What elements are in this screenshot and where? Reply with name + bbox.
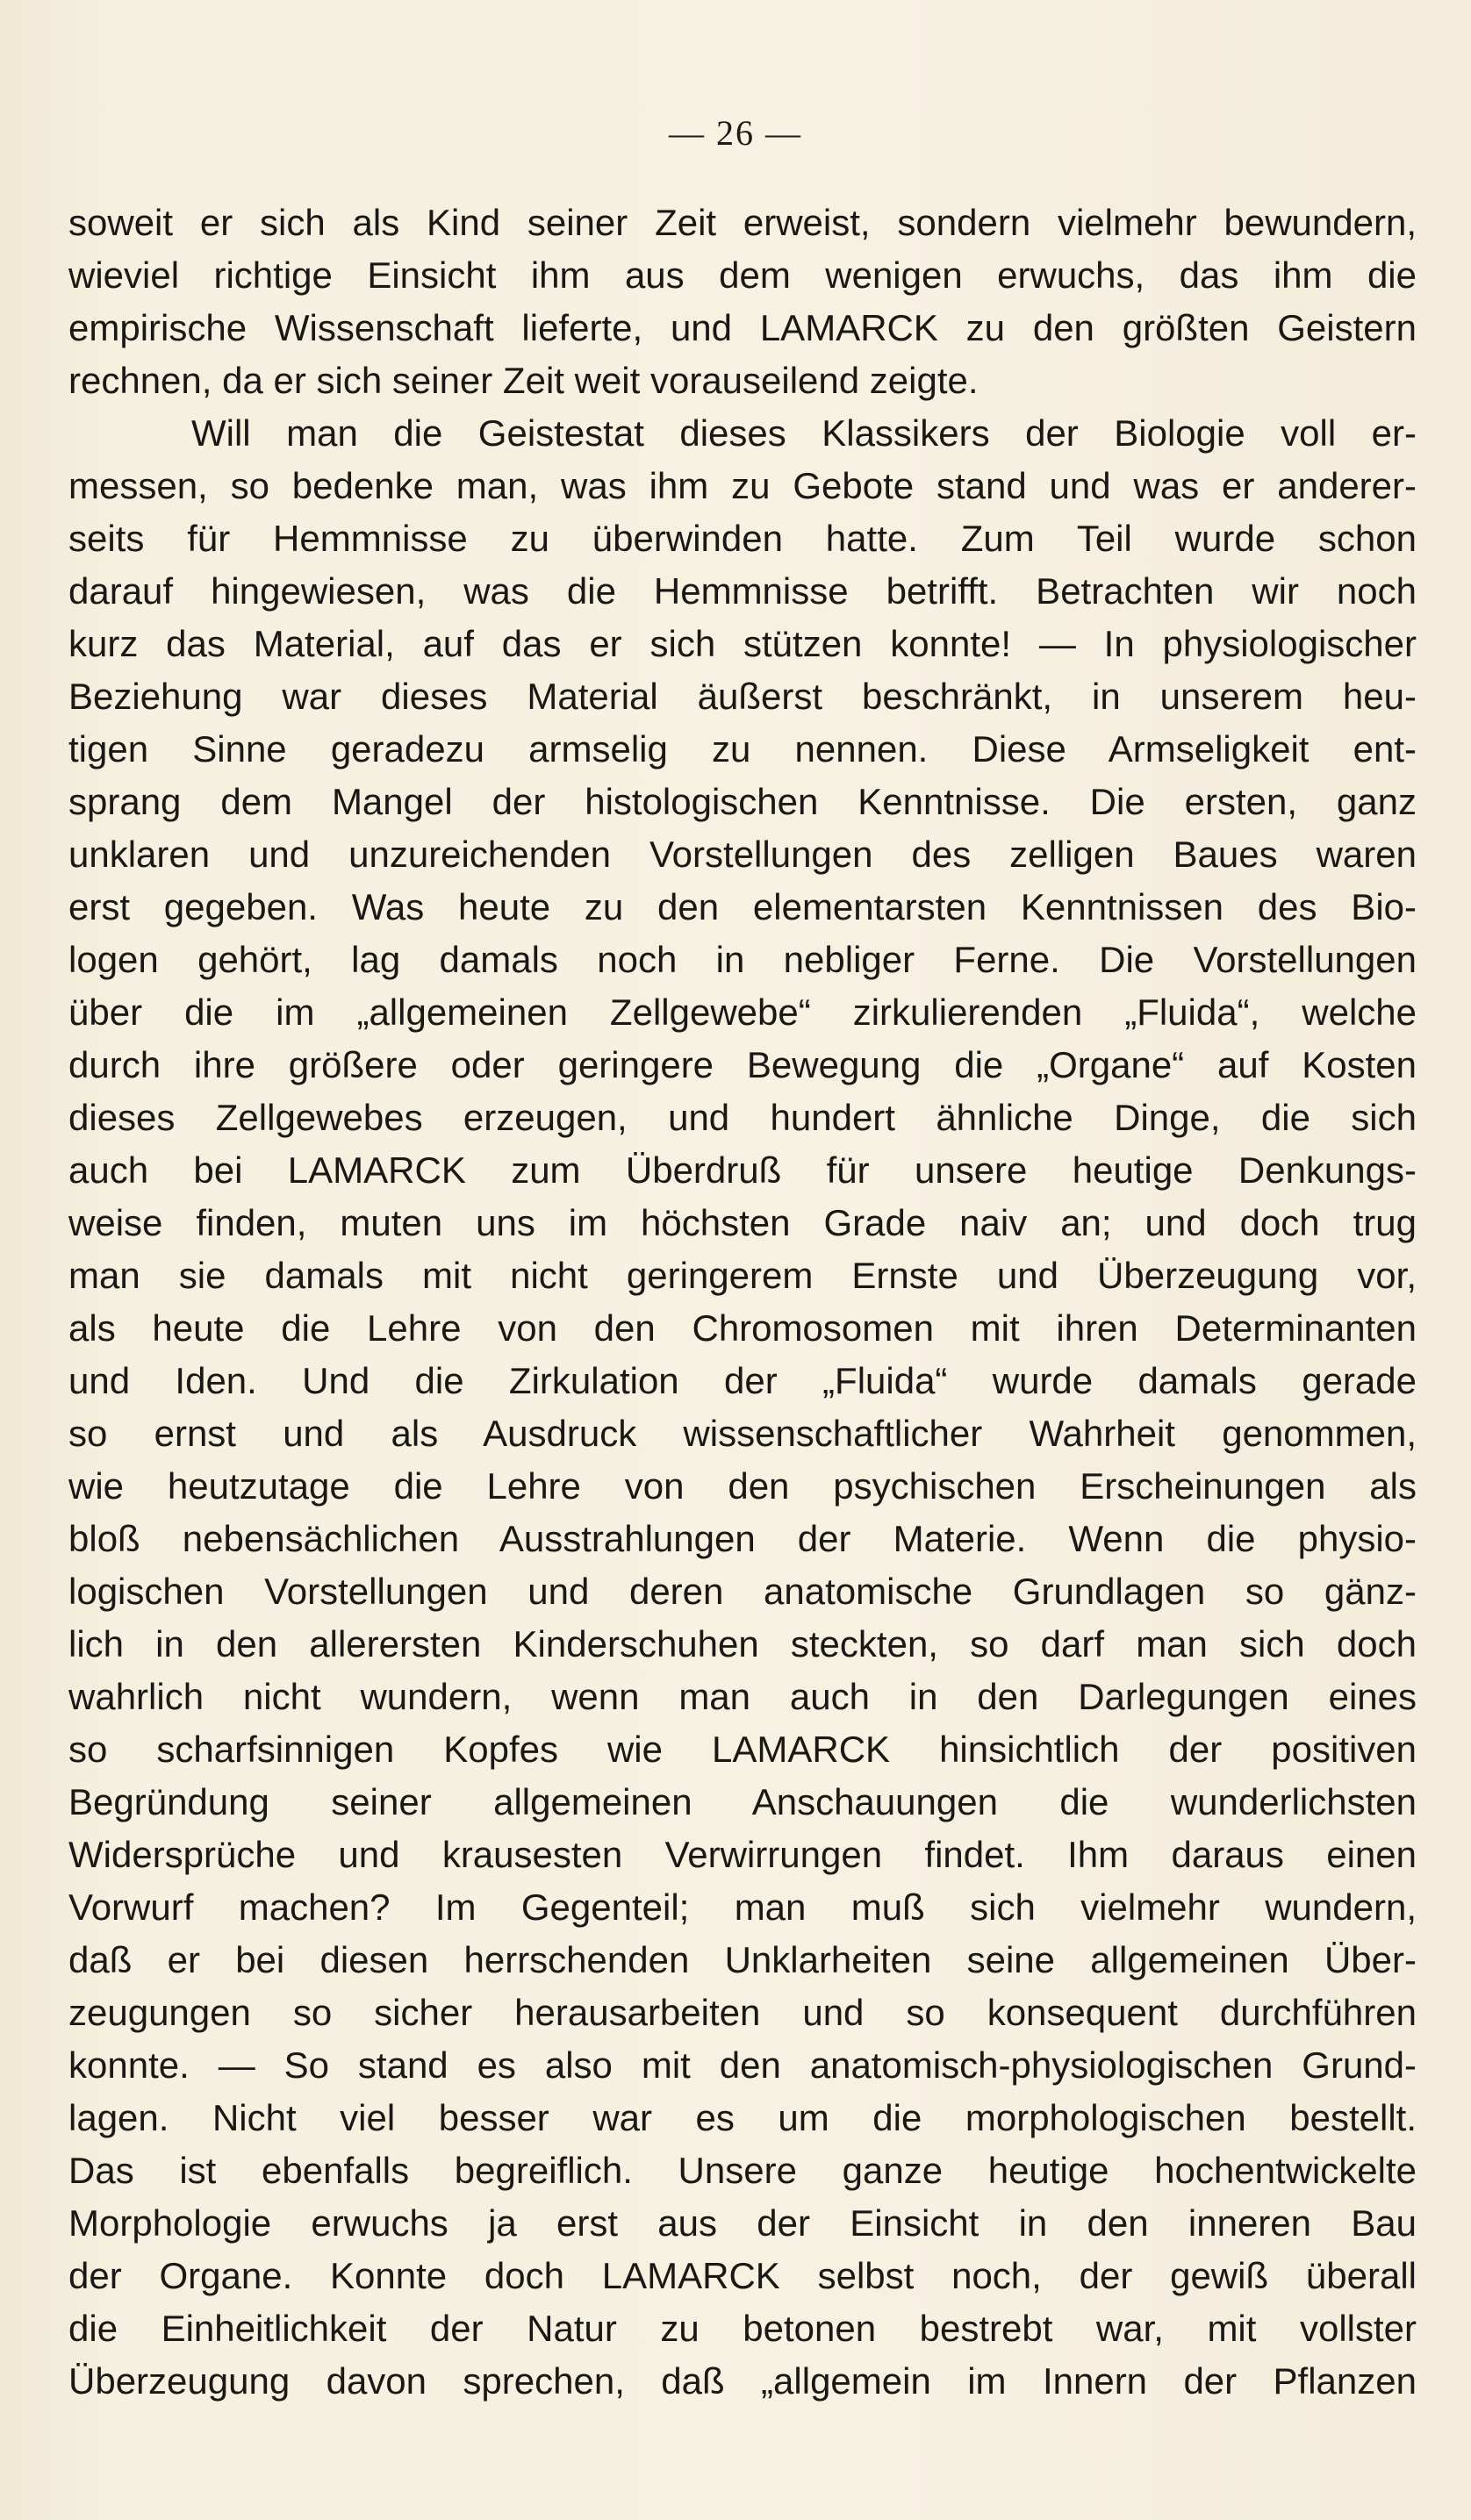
text-line: und Iden. Und die Zirkulation der „Fluida“ wurde damals gerade [68, 1360, 1417, 1401]
text-line: durch ihre größere oder geringere Bewegung die „Organe“ auf Kosten [68, 1044, 1417, 1085]
text-line: Vorwurf machen? Im Gegenteil; man muß sich vielmehr wundern, [68, 1886, 1417, 1928]
text-line: konnte. — So stand es also mit den anatomisch-physiologischen Grund- [68, 2044, 1417, 2086]
text-line: wieviel richtige Einsicht ihm aus dem wenigen erwuchs, das ihm die [68, 254, 1417, 296]
text-line: wie heutzutage die Lehre von den psychischen Erscheinungen als [68, 1465, 1417, 1507]
text-line: sprang dem Mangel der histologischen Kenntnisse. Die ersten, ganz [68, 781, 1417, 822]
text-line: lagen. Nicht viel besser war es um die morphologischen bestellt. [68, 2097, 1417, 2138]
text-line: bloß nebensächlichen Ausstrahlungen der Materie. Wenn die physio- [68, 1518, 1417, 1559]
text-line: über die im „allgemeinen Zellgewebe“ zirkulierenden „Fluida“, welche [68, 992, 1417, 1033]
text-line: empirische Wissenschaft lieferte, und LAMARCK zu den größten Geistern [68, 307, 1417, 348]
text-line: Morphologie erwuchs ja erst aus der Einsicht in den inneren Bau [68, 2202, 1417, 2244]
text-line: unklaren und unzureichenden Vorstellungen des zelligen Baues waren [68, 834, 1417, 875]
text-line: messen, so bedenke man, was ihm zu Gebote stand und was er anderer- [68, 465, 1417, 506]
text-line: der Organe. Konnte doch LAMARCK selbst noch, der gewiß überall [68, 2255, 1417, 2296]
text-line: logischen Vorstellungen und deren anatomische Grundlagen so gänz- [68, 1571, 1417, 1612]
text-line: logen gehört, lag damals noch in nebliger Ferne. Die Vorstellungen [68, 939, 1417, 980]
body-text [68, 197, 1417, 2408]
text-line: auch bei LAMARCK zum Überdruß für unsere heutige Denkungs- [68, 1149, 1417, 1191]
text-line: daß er bei diesen herrschenden Unklarheiten seine allgemeinen Über- [68, 1939, 1417, 1980]
text-line: Widersprüche und krausesten Verwirrungen findet. Ihm daraus einen [68, 1834, 1417, 1875]
text-line: wahrlich nicht wundern, wenn man auch in den Darlegungen eines [68, 1676, 1417, 1717]
text-line: Überzeugung davon sprechen, daß „allgemein im Innern der Pflanzen [68, 2360, 1417, 2402]
text-line: Begründung seiner allgemeinen Anschauungen die wunderlichsten [68, 1781, 1417, 1822]
text-line: Das ist ebenfalls begreiflich. Unsere ganze heutige hochentwickelte [68, 2150, 1417, 2191]
page-number: — 26 — [669, 113, 802, 153]
text-line: lich in den allerersten Kinderschuhen steckten, so darf man sich doch [68, 1623, 1417, 1664]
text-line: zeugungen so sicher herausarbeiten und so konsequent durchführen [68, 1992, 1417, 2033]
text-line: so ernst und als Ausdruck wissenschaftlicher Wahrheit genommen, [68, 1413, 1417, 1454]
text-line: so scharfsinnigen Kopfes wie LAMARCK hinsichtlich der positiven [68, 1729, 1417, 1770]
text-line: die Einheitlichkeit der Natur zu betonen bestrebt war, mit vollster [68, 2308, 1417, 2349]
text-line: erst gegeben. Was heute zu den elementarsten Kenntnissen des Bio- [68, 886, 1417, 927]
text-line: als heute die Lehre von den Chromosomen mit ihren Determinanten [68, 1307, 1417, 1349]
text-line: kurz das Material, auf das er sich stützen konnte! — In physiologischer [68, 623, 1417, 664]
text-line: soweit er sich als Kind seiner Zeit erweist, sondern vielmehr bewundern, [68, 202, 1417, 243]
text-line: seits für Hemmnisse zu überwinden hatte. Zum Teil wurde schon [68, 518, 1417, 559]
text-line: man sie damals mit nicht geringerem Ernste und Überzeugung vor, [68, 1255, 1417, 1296]
text-line: dieses Zellgewebes erzeugen, und hundert ähnliche Dinge, die sich [68, 1097, 1417, 1138]
text-line: tigen Sinne geradezu armselig zu nennen. Diese Armseligkeit ent- [68, 728, 1417, 770]
text-line: rechnen, da er sich seiner Zeit weit vorauseilend zeigte. [68, 360, 979, 401]
text-line: darauf hingewiesen, was die Hemmnisse betrifft. Betrachten wir noch [68, 570, 1417, 612]
text-line: Beziehung war dieses Material äußerst beschränkt, in unserem heu- [68, 676, 1417, 717]
text-line: weise finden, muten uns im höchsten Grade naiv an; und doch trug [68, 1202, 1417, 1243]
text-line-paragraph-start: Will man die Geistestat dieses Klassikers der Biologie voll er- [191, 412, 1417, 454]
